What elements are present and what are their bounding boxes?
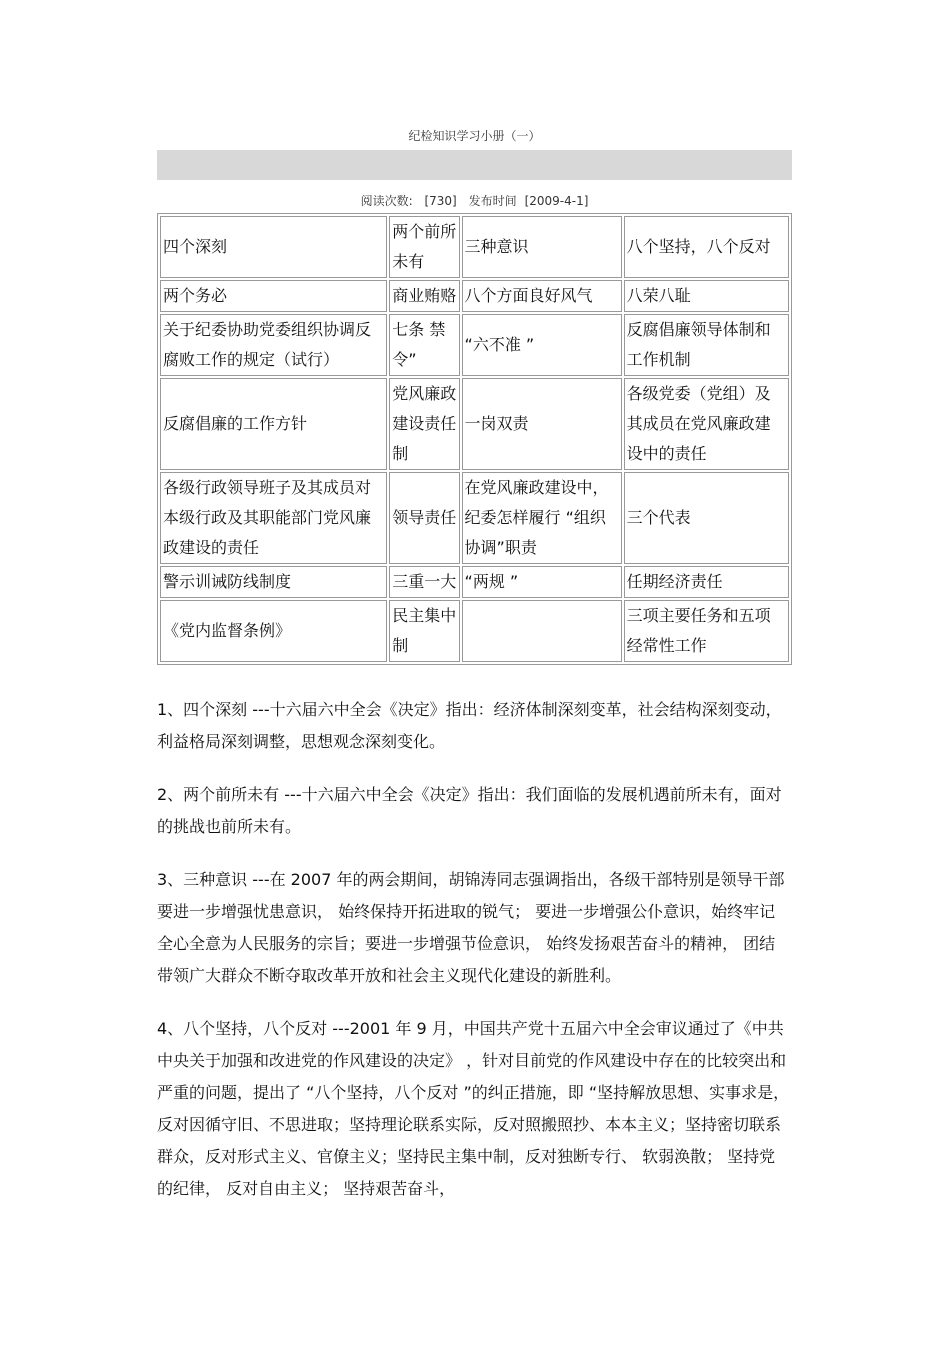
table-cell: 三重一大 xyxy=(389,566,459,598)
table-cell: 七条 禁令” xyxy=(389,314,459,376)
table-cell: 四个深刻 xyxy=(160,216,387,278)
table-row xyxy=(160,314,789,376)
paragraph: 3、三种意识 ---在 2007 年的两会期间，胡锦涛同志强调指出，各级干部特别是领导干部要进一步增强忧患意识， 始终保持开拓进取的锐气； 要进一步增强公仆意识，始终牢记全心全意为人民服务的宗旨；要进一步增强节俭意识， 始终发扬艰苦奋斗的精神， 团结带领广大群众不断夺取改革开放和社会主义现代化建设的新胜利。 xyxy=(157,870,785,985)
article-body xyxy=(157,694,790,1226)
table-row xyxy=(160,280,789,312)
table-cell: “六不准 ” xyxy=(462,314,622,376)
table-cell: 关于纪委协助党委组织协调反腐败工作的规定（试行） xyxy=(160,314,387,376)
paragraph: 2、两个前所未有 ---十六届六中全会《决定》指出：我们面临的发展机遇前所未有，面对的挑战也前所未有。 xyxy=(157,785,782,836)
article-meta xyxy=(157,192,792,209)
table-cell: 三个代表 xyxy=(624,472,789,564)
table-row xyxy=(160,600,789,662)
table-cell: 民主集中制 xyxy=(389,600,459,662)
paragraph: 4、八个坚持，八个反对 ---2001 年 9 月，中国共产党十五届六中全会审议通过了《中共中央关于加强和改进党的作风建设的决定》 ，针对目前党的作风建设中存在的比较突出和严重的问题，提出了 “八个坚持，八个反对 ”的纠正措施，即 “坚持解放思想、实事求是，反对因循守旧、不思进取；坚持理论联系实际，反对照搬照抄、本本主义；坚持密切联系群众，反对形式主义、官僚主义；坚持民主集中制，反对独断专行、 软弱涣散； 坚持党的纪律， 反对自由主义； 坚持艰苦奋斗， xyxy=(157,1019,790,1198)
header-bar xyxy=(157,150,792,180)
table-cell: 八个方面良好风气 xyxy=(462,280,622,312)
topics-table xyxy=(157,213,792,665)
date-label: 发布时间 xyxy=(468,194,517,208)
table-cell: “两规 ” xyxy=(462,566,622,598)
table-cell: 八个坚持，八个反对 xyxy=(624,216,789,278)
table-cell: 反腐倡廉领导体制和工作机制 xyxy=(624,314,789,376)
table-cell: 商业贿赂 xyxy=(389,280,459,312)
table-cell: 三种意识 xyxy=(462,216,622,278)
table-cell: 《党内监督条例》 xyxy=(160,600,387,662)
table-cell: 各级党委（党组）及其成员在党风廉政建设中的责任 xyxy=(624,378,789,470)
table-cell: 任期经济责任 xyxy=(624,566,789,598)
publish-date: [2009-4-1] xyxy=(524,194,589,208)
table-cell: 八荣八耻 xyxy=(624,280,789,312)
table-row xyxy=(160,216,789,278)
table-row xyxy=(160,378,789,470)
table-cell: 两个务必 xyxy=(160,280,387,312)
table-cell: 一岗双责 xyxy=(462,378,622,470)
table-row xyxy=(160,566,789,598)
table-cell: 党风廉政建设责任制 xyxy=(389,378,459,470)
table-cell: 领导责任 xyxy=(389,472,459,564)
document-title: 纪检知识学习小册（一） xyxy=(408,129,541,143)
table-row xyxy=(160,472,789,564)
table-cell: 各级行政领导班子及其成员对本级行政及其职能部门党风廉政建设的责任 xyxy=(160,472,387,564)
table-cell: 警示训诫防线制度 xyxy=(160,566,387,598)
table-cell: 两个前所未有 xyxy=(389,216,459,278)
table-cell: 三项主要任务和五项经常性工作 xyxy=(624,600,789,662)
table-cell: 反腐倡廉的工作方针 xyxy=(160,378,387,470)
paragraph: 1、四个深刻 ---十六届六中全会《决定》指出：经济体制深刻变革，社会结构深刻变动，利益格局深刻调整，思想观念深刻变化。 xyxy=(157,700,782,751)
views-count: [730] xyxy=(424,194,457,208)
views-label: 阅读次数: xyxy=(360,194,413,208)
table-cell: 在党风廉政建设中，纪委怎样履行 “组织协调”职责 xyxy=(462,472,622,564)
table-cell xyxy=(462,600,622,662)
